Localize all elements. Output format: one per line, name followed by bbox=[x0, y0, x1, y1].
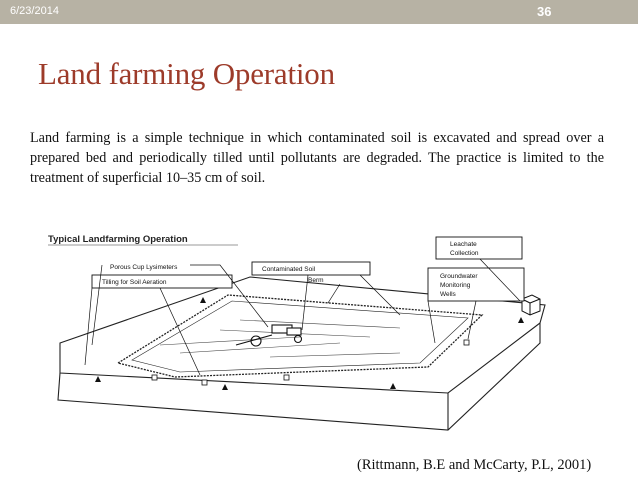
label-contaminated: Contaminated Soil bbox=[262, 266, 316, 273]
leachate-label-box bbox=[436, 237, 522, 259]
slide-title: Land farming Operation bbox=[38, 56, 335, 91]
slide-date: 6/23/2014 bbox=[10, 5, 59, 17]
label-tilling: Tilling for Soil Aeration bbox=[102, 279, 167, 286]
label-porous-cup bbox=[110, 264, 178, 271]
header-bar bbox=[0, 0, 638, 24]
page-number: 36 bbox=[537, 4, 552, 19]
label-groundwater-2: Monitoring bbox=[440, 282, 471, 289]
leachate-collection-box bbox=[522, 295, 540, 315]
slide-body-text: Land farming is a simple technique in which contaminated soil is excavated and spread over a prepared bed and periodically tilled until pollutants are degraded. The practice is limited to the treatment of superficial 10–35 cm of soil. bbox=[30, 130, 604, 186]
page-number-box bbox=[527, 0, 563, 24]
landfarming-diagram bbox=[40, 225, 600, 440]
tractor-icon bbox=[236, 325, 302, 346]
label-leachate-1: Leachate bbox=[450, 241, 477, 248]
label-leachate-2: Collection bbox=[450, 250, 479, 257]
svg-text:Porous Cup Lysimeters: Porous Cup Lysimeters bbox=[110, 264, 178, 271]
label-groundwater-3: Wells bbox=[440, 291, 456, 298]
citation: (Rittmann, B.E and McCarty, P.L, 2001) bbox=[357, 457, 592, 473]
lysimeter-icons bbox=[152, 340, 469, 385]
figure-heading: Typical Landfarming Operation bbox=[48, 234, 188, 245]
label-groundwater-1: Groundwater bbox=[440, 273, 478, 280]
label-berm: Berm bbox=[308, 277, 324, 284]
monitoring-well-icons bbox=[95, 297, 524, 390]
